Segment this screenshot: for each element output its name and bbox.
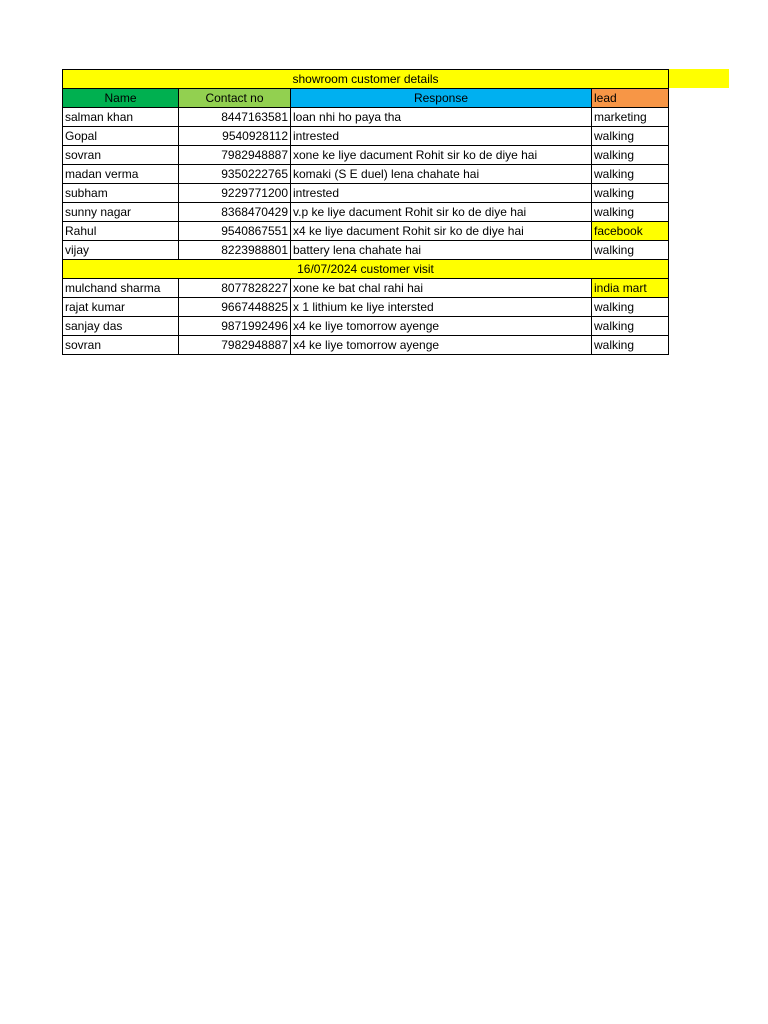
- table-row: [63, 279, 669, 298]
- lead-cell[interactable]: marketing: [592, 108, 669, 127]
- name-cell[interactable]: sunny nagar: [63, 203, 179, 222]
- table-row: [63, 317, 669, 336]
- contact-cell[interactable]: 9350222765: [179, 165, 291, 184]
- lead-cell[interactable]: walking: [592, 336, 669, 355]
- table-row: [63, 127, 669, 146]
- section-date-title[interactable]: 16/07/2024 customer visit: [63, 260, 669, 279]
- contact-cell[interactable]: 9229771200: [179, 184, 291, 203]
- contact-cell[interactable]: 9871992496: [179, 317, 291, 336]
- contact-cell[interactable]: 7982948887: [179, 146, 291, 165]
- title-row: [63, 70, 669, 89]
- contact-cell[interactable]: 8447163581: [179, 108, 291, 127]
- header-lead[interactable]: lead: [592, 89, 669, 108]
- response-cell[interactable]: battery lena chahate hai: [291, 241, 592, 260]
- contact-cell[interactable]: 8077828227: [179, 279, 291, 298]
- response-cell[interactable]: xone ke liye dacument Rohit sir ko de diye hai: [291, 146, 592, 165]
- lead-cell[interactable]: walking: [592, 203, 669, 222]
- table-row: [63, 203, 669, 222]
- name-cell[interactable]: madan verma: [63, 165, 179, 184]
- contact-cell[interactable]: 8368470429: [179, 203, 291, 222]
- table-row: [63, 241, 669, 260]
- table-row: [63, 146, 669, 165]
- table-row: [63, 298, 669, 317]
- table-row: [63, 165, 669, 184]
- name-cell[interactable]: vijay: [63, 241, 179, 260]
- response-cell[interactable]: x4 ke liye tomorrow ayenge: [291, 336, 592, 355]
- name-cell[interactable]: sovran: [63, 146, 179, 165]
- table-row: [63, 336, 669, 355]
- name-cell[interactable]: mulchand sharma: [63, 279, 179, 298]
- name-cell[interactable]: rajat kumar: [63, 298, 179, 317]
- name-cell[interactable]: sanjay das: [63, 317, 179, 336]
- response-cell[interactable]: v.p ke liye dacument Rohit sir ko de diye hai: [291, 203, 592, 222]
- response-cell[interactable]: intrested: [291, 127, 592, 146]
- header-row: [63, 89, 669, 108]
- contact-cell[interactable]: 9540928112: [179, 127, 291, 146]
- lead-cell[interactable]: walking: [592, 146, 669, 165]
- lead-cell[interactable]: walking: [592, 241, 669, 260]
- response-cell[interactable]: x4 ke liye tomorrow ayenge: [291, 317, 592, 336]
- response-cell[interactable]: x 1 lithium ke liye intersted: [291, 298, 592, 317]
- name-cell[interactable]: Rahul: [63, 222, 179, 241]
- response-cell[interactable]: xone ke bat chal rahi hai: [291, 279, 592, 298]
- lead-cell[interactable]: walking: [592, 184, 669, 203]
- contact-cell[interactable]: 9540867551: [179, 222, 291, 241]
- lead-cell[interactable]: walking: [592, 298, 669, 317]
- section-date-row: [63, 260, 669, 279]
- response-cell[interactable]: x4 ke liye dacument Rohit sir ko de diye hai: [291, 222, 592, 241]
- lead-cell[interactable]: walking: [592, 165, 669, 184]
- header-response[interactable]: Response: [291, 89, 592, 108]
- lead-cell[interactable]: facebook: [592, 222, 669, 241]
- name-cell[interactable]: Gopal: [63, 127, 179, 146]
- table-row: [63, 108, 669, 127]
- table-row: [63, 222, 669, 241]
- title-highlight-extension: [668, 69, 729, 88]
- response-cell[interactable]: loan nhi ho paya tha: [291, 108, 592, 127]
- header-name[interactable]: Name: [63, 89, 179, 108]
- lead-cell[interactable]: walking: [592, 127, 669, 146]
- lead-cell[interactable]: india mart: [592, 279, 669, 298]
- response-cell[interactable]: komaki (S E duel) lena chahate hai: [291, 165, 592, 184]
- name-cell[interactable]: salman khan: [63, 108, 179, 127]
- header-contact[interactable]: Contact no: [179, 89, 291, 108]
- table-row: [63, 184, 669, 203]
- lead-cell[interactable]: walking: [592, 317, 669, 336]
- customer-details-table: [62, 69, 669, 355]
- contact-cell[interactable]: 8223988801: [179, 241, 291, 260]
- contact-cell[interactable]: 7982948887: [179, 336, 291, 355]
- name-cell[interactable]: subham: [63, 184, 179, 203]
- name-cell[interactable]: sovran: [63, 336, 179, 355]
- sheet-title[interactable]: showroom customer details: [63, 70, 669, 89]
- contact-cell[interactable]: 9667448825: [179, 298, 291, 317]
- response-cell[interactable]: intrested: [291, 184, 592, 203]
